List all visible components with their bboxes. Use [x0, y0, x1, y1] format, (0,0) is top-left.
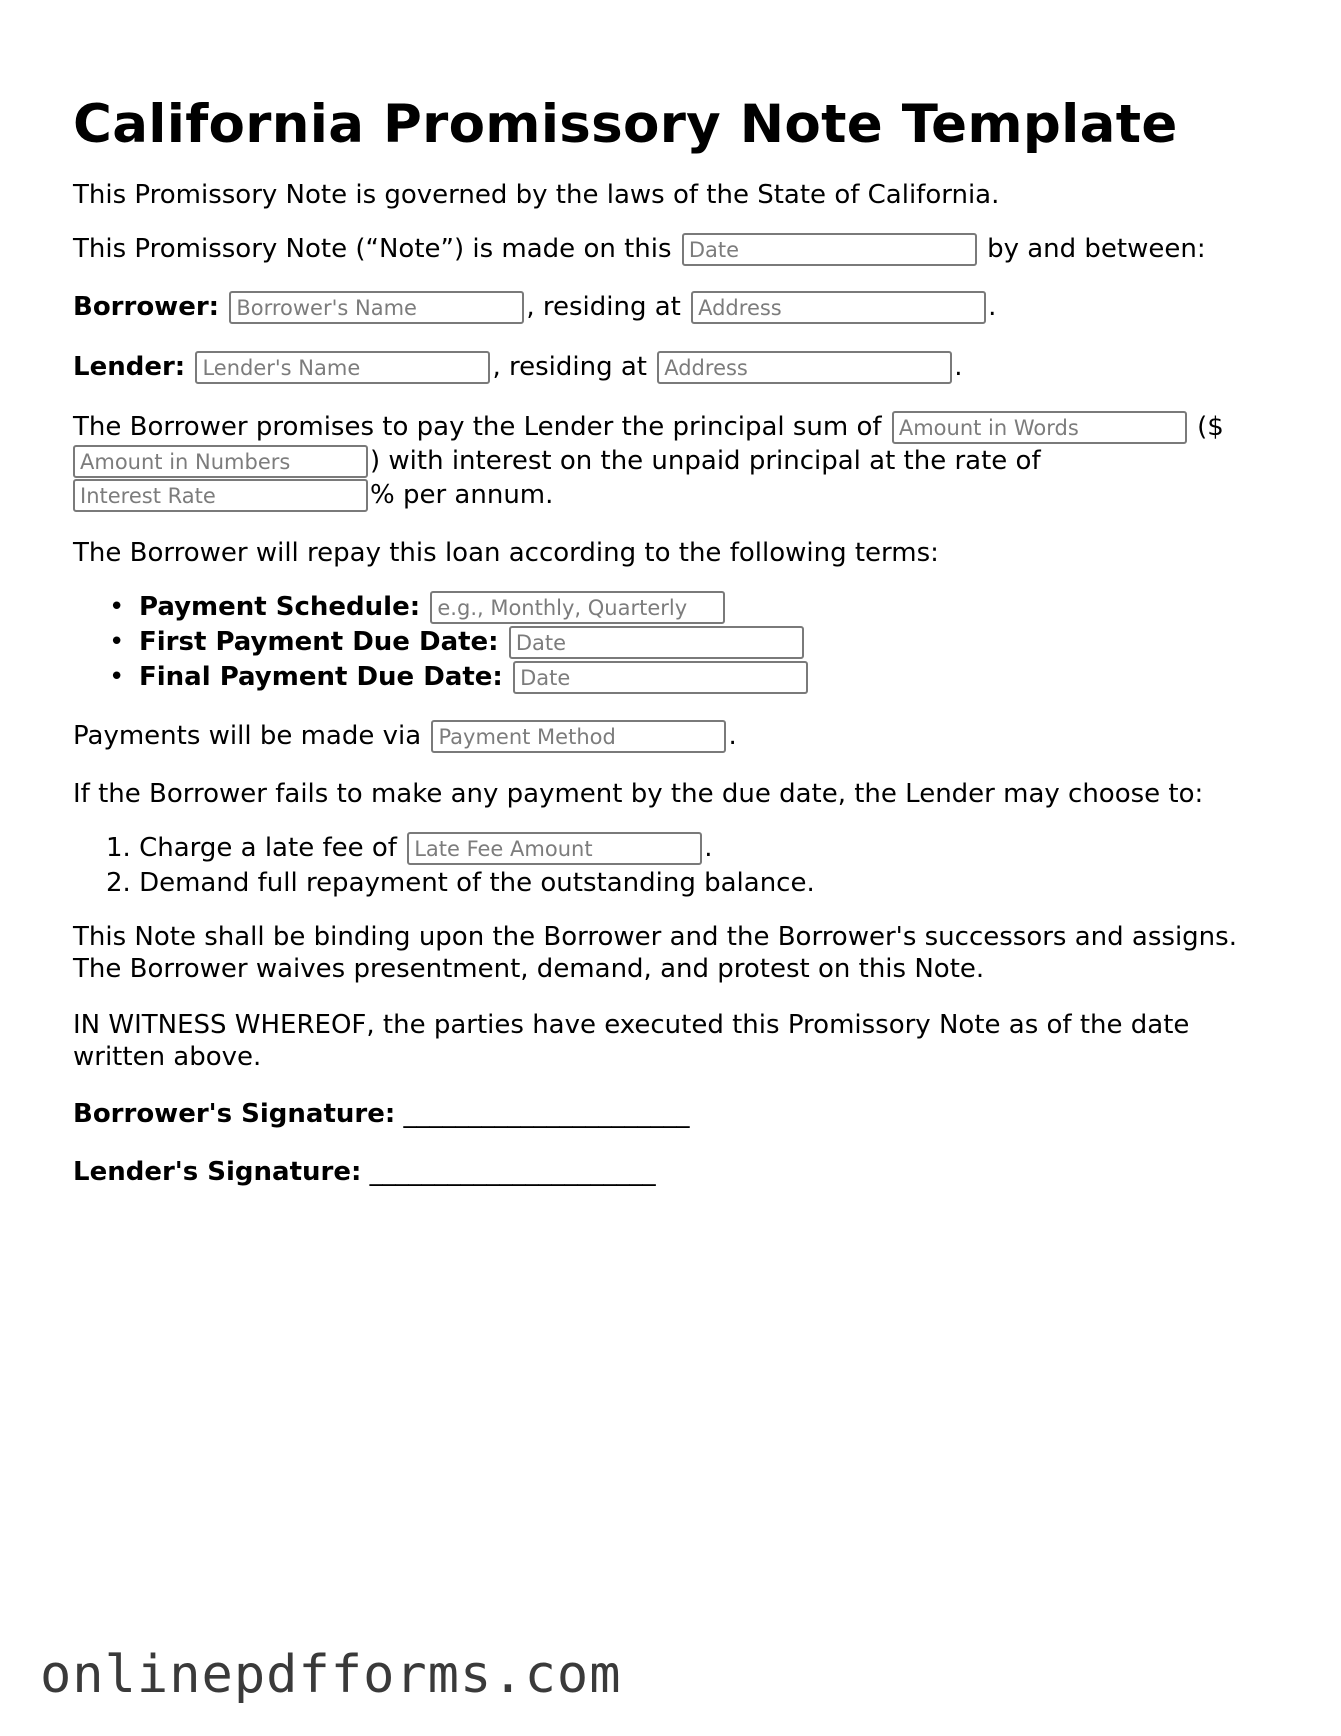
dollar-open: ($ [1197, 412, 1224, 442]
borrower-address-input[interactable] [691, 291, 986, 324]
lender-address-input[interactable] [657, 351, 952, 384]
default-intro: If the Borrower fails to make any payment by the due date, the Lender may choose to: [73, 779, 1204, 809]
full-repayment-text: Demand full repayment of the outstanding balance. [139, 868, 815, 898]
borrower-signature-label: Borrower's Signature: [73, 1099, 396, 1129]
note-date-suffix: by and between: [987, 234, 1206, 264]
lender-label: Lender: [73, 352, 186, 382]
borrower-residing-text: , residing at [526, 292, 681, 322]
principal-prefix: The Borrower promises to pay the Lender the principal sum of [73, 412, 882, 442]
late-fee-prefix: Charge a late fee of [139, 833, 397, 863]
interest-text: ) with interest on the unpaid principal at the rate of [370, 446, 1041, 476]
lender-name-input[interactable] [195, 351, 490, 384]
lender-residing-text: , residing at [492, 352, 647, 382]
list-item [106, 866, 1273, 901]
borrower-line [73, 290, 1273, 324]
interest-rate-input[interactable] [73, 479, 368, 512]
final-payment-label: Final Payment Due Date: [139, 662, 503, 692]
list-number: 2. [106, 868, 131, 898]
lender-signature-label: Lender's Signature: [73, 1157, 362, 1187]
watermark: onlinepdfforms.com [40, 1645, 622, 1705]
default-remedies-list [73, 831, 1273, 901]
lender-line-end: . [954, 352, 963, 382]
bullet-icon: • [109, 627, 125, 657]
note-date-input[interactable] [682, 233, 977, 266]
payment-schedule-input[interactable] [430, 591, 725, 624]
interest-suffix: % per annum. [370, 480, 554, 510]
borrower-label: Borrower: [73, 292, 220, 322]
amount-words-input[interactable] [892, 411, 1187, 444]
final-payment-date-input[interactable] [513, 661, 808, 694]
document-title: California Promissory Note Template [73, 94, 1178, 155]
bullet-icon: • [109, 662, 125, 692]
list-item [106, 831, 1273, 866]
payment-method-end: . [728, 721, 737, 751]
borrower-name-input[interactable] [229, 291, 524, 324]
first-payment-date-input[interactable] [509, 626, 804, 659]
binding-clause: This Note shall be binding upon the Borrower and the Borrower's successors and assigns. The Borrower waives presentment, demand, and protest on this Note. [73, 922, 1237, 984]
bullet-icon: • [109, 592, 125, 622]
amount-numbers-input[interactable] [73, 445, 368, 478]
list-item [109, 625, 1273, 660]
borrower-signature-line [73, 1097, 1273, 1131]
list-number: 1. [106, 833, 131, 863]
document-page [73, 88, 1273, 1189]
governing-law-statement: This Promissory Note is governed by the laws of the State of California. [73, 180, 1000, 210]
list-item [109, 590, 1273, 625]
list-item [109, 660, 1273, 695]
terms-intro: The Borrower will repay this loan according to the following terms: [73, 538, 939, 568]
lender-signature-line [73, 1155, 1273, 1189]
late-fee-input[interactable] [407, 832, 702, 865]
first-payment-label: First Payment Due Date: [139, 627, 499, 657]
lender-signature-blank[interactable]: ______________________ [369, 1157, 656, 1187]
repayment-terms-list [73, 590, 1273, 695]
note-date-line [73, 232, 1273, 266]
borrower-signature-blank[interactable]: ______________________ [403, 1099, 690, 1129]
payment-method-prefix: Payments will be made via [73, 721, 422, 751]
lender-line [73, 350, 1273, 384]
borrower-line-end: . [988, 292, 997, 322]
principal-paragraph [73, 410, 1273, 512]
note-date-prefix: This Promissory Note (“Note”) is made on this [73, 234, 672, 264]
payment-schedule-label: Payment Schedule: [139, 592, 421, 622]
payment-method-input[interactable] [431, 720, 726, 753]
witness-clause: IN WITNESS WHEREOF, the parties have executed this Promissory Note as of the date written above. [73, 1010, 1190, 1072]
late-fee-end: . [704, 833, 713, 863]
payment-method-line [73, 719, 1273, 753]
